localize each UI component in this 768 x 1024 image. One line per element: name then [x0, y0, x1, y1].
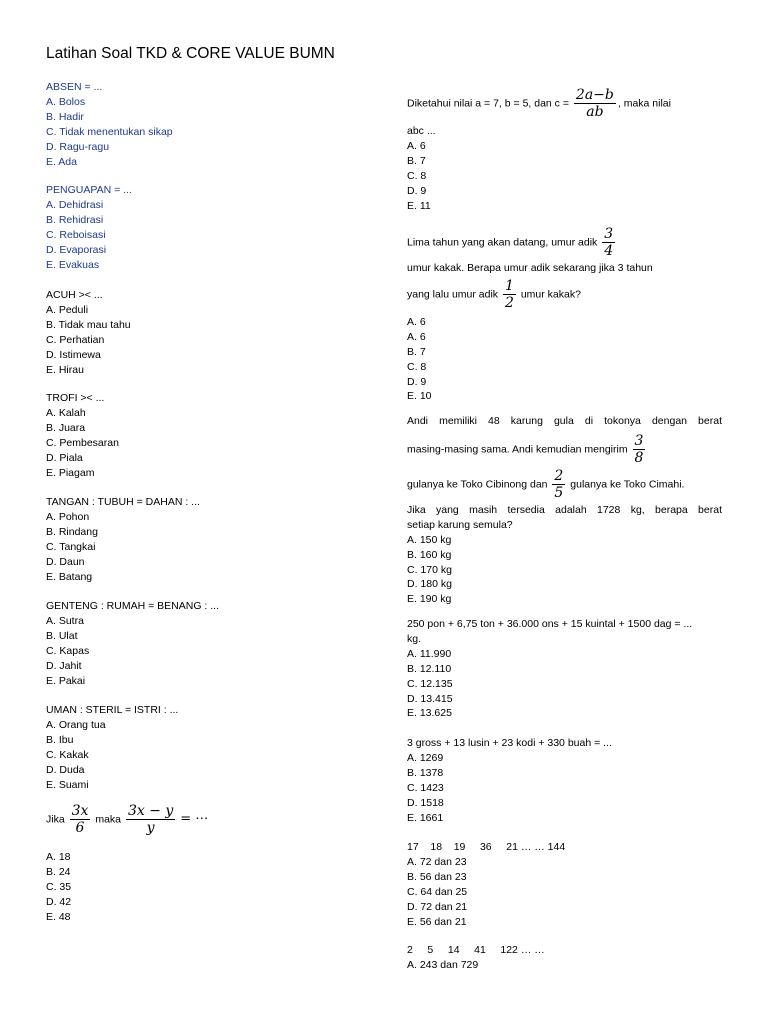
question-stem [46, 803, 208, 836]
option-a: A. Kalah [46, 406, 86, 419]
stem-line-2 [407, 433, 722, 466]
fraction-numerator: 3 [634, 432, 644, 449]
option-e: E. 190 kg [407, 593, 452, 606]
fraction-numerator: 2 [554, 467, 564, 484]
option-d: D. 72 dan 21 [407, 900, 468, 913]
option-c: C. Tangkai [46, 540, 96, 553]
question-stem [407, 87, 722, 120]
question-stem: 17 18 19 36 21 … … 144 [407, 841, 566, 853]
option-b: B. 160 kg [407, 548, 452, 561]
option-e: E. Pakai [46, 674, 86, 687]
option-e: E. 13.625 [407, 707, 452, 720]
fraction-numerator: 3x − y [127, 803, 174, 819]
option-c: C. Reboisasi [46, 228, 106, 241]
stem-line-1: Andi memiliki 48 karung gula di tokonya dengan berat [407, 415, 722, 427]
option-a-duplicate: A. 6 [407, 330, 426, 343]
option-b: B. Hadir [46, 110, 84, 123]
option-d: D. 180 kg [407, 578, 452, 591]
fraction-2-over-5 [552, 468, 565, 501]
question-stem: TROFI >< ... [46, 392, 105, 404]
option-e: E. 11 [407, 199, 431, 212]
option-c: C. Pembesaran [46, 436, 119, 449]
option-b: B. Ulat [46, 629, 78, 642]
question-tangan [46, 495, 200, 584]
question-uman [46, 703, 178, 792]
option-c: C. 8 [407, 360, 427, 373]
question-absen [46, 80, 173, 169]
option-e: E. Suami [46, 778, 89, 791]
question-stem: 3 gross + 13 lusin + 23 kodi + 330 buah = ... [407, 737, 612, 749]
option-e: E. 1661 [407, 811, 444, 824]
page-title: Latihan Soal TKD & CORE VALUE BUMN [46, 45, 335, 62]
option-e: E. Batang [46, 570, 93, 583]
option-a: A. 6 [407, 315, 426, 328]
option-d: D. Ragu-ragu [46, 140, 110, 153]
fraction-numerator: 2a−b [575, 87, 614, 103]
question-stem: PENGUAPAN = ... [46, 184, 132, 196]
option-a: A. 1269 [407, 751, 444, 764]
question-satuan-berat [407, 617, 722, 721]
stem-text-after: , maka nilai [617, 97, 671, 110]
fraction-denominator: y [146, 820, 155, 836]
fraction-denominator: 5 [554, 484, 564, 501]
option-e: E. 56 dan 21 [407, 915, 467, 928]
stem-suffix: = ⋯ [180, 811, 209, 827]
option-b: B. 24 [46, 865, 71, 878]
option-a: A. Dehidrasi [46, 198, 104, 211]
option-d: D. Daun [46, 555, 85, 568]
option-e: E. Piagam [46, 466, 95, 479]
question-acuh [46, 288, 131, 377]
option-c: C. 35 [46, 880, 72, 893]
option-d: D. Istimewa [46, 348, 101, 361]
stem-text: yang lalu umur adik [407, 288, 499, 301]
option-a: A. 150 kg [407, 533, 452, 546]
option-b: B. Ibu [46, 733, 74, 746]
fraction-numerator: 1 [504, 277, 514, 294]
stem-text: masing-masing sama. Andi kemudian mengirim [407, 443, 628, 456]
option-b: B. 7 [407, 345, 426, 358]
stem-prefix: Jika [46, 813, 65, 826]
option-c: C. 1423 [407, 781, 444, 794]
question-stem: 2 5 14 41 122 … … [407, 944, 545, 956]
option-a: A. 6 [407, 139, 426, 152]
question-karung-gula [407, 414, 722, 607]
fraction-denominator: 8 [634, 449, 644, 466]
question-abc [407, 87, 722, 213]
option-c: C. Kapas [46, 644, 90, 657]
option-a: A. Bolos [46, 95, 86, 108]
option-a: A. 243 dan 729 [407, 958, 479, 971]
option-c: C. 64 dan 25 [407, 885, 468, 898]
option-b: B. 12.110 [407, 662, 452, 675]
option-a: A. 72 dan 23 [407, 855, 467, 868]
stem-text: umur kakak? [520, 288, 581, 301]
option-b: B. Tidak mau tahu [46, 318, 131, 331]
question-deret-2 [407, 943, 722, 973]
stem-text: gulanya ke Toko Cimahi. [570, 478, 685, 491]
option-e: E. Evakuas [46, 258, 100, 271]
option-d: D. Evaporasi [46, 243, 107, 256]
question-stem: GENTENG : RUMAH = BENANG : ... [46, 600, 219, 612]
question-genteng [46, 599, 219, 688]
option-c: C. Tidak menentukan sikap [46, 125, 173, 138]
option-e: E. 48 [46, 910, 71, 923]
option-e: E. 10 [407, 390, 432, 403]
option-d: D. 9 [407, 375, 427, 388]
option-d: D. 42 [46, 895, 72, 908]
option-b: B. Rehidrasi [46, 213, 104, 226]
fraction-denominator: ab [586, 104, 604, 120]
stem-line-3 [407, 468, 722, 501]
option-a: A. Pohon [46, 510, 90, 523]
question-stem: TANGAN : TUBUH = DAHAN : ... [46, 496, 200, 508]
fraction-denominator: 2 [504, 294, 514, 311]
question-stem: ABSEN = ... [46, 81, 103, 93]
stem-line-2: umur kakak. Berapa umur adik sekarang jika 3 tahun [407, 262, 653, 274]
fraction-3x-over-6 [70, 803, 91, 836]
stem-line-5: setiap karung semula? [407, 518, 513, 531]
fraction-3-over-8 [633, 433, 646, 466]
stem-line-2: abc ... [407, 125, 436, 137]
option-c: C. Perhatian [46, 333, 105, 346]
option-a: A. Sutra [46, 614, 84, 627]
option-d: D. Duda [46, 763, 85, 776]
fraction-numerator: 3x [71, 803, 89, 819]
option-c: C. 12.135 [407, 677, 453, 690]
option-b: B. 56 dan 23 [407, 870, 467, 883]
stem-line-1 [407, 226, 722, 259]
option-b: B. 1378 [407, 766, 444, 779]
option-d: D. Piala [46, 451, 83, 464]
option-e: E. Hirau [46, 363, 84, 376]
option-a: A. Orang tua [46, 718, 106, 731]
question-stem: UMAN : STERIL = ISTRI : ... [46, 704, 179, 716]
fraction-denominator: 4 [604, 243, 614, 259]
fraction-denominator: 6 [75, 820, 85, 836]
stem-line-4: Jika yang masih tersedia adalah 1728 kg, berapa berat [407, 503, 722, 516]
stem-text-before: Diketahui nilai a = 7, b = 5, dan c = [407, 97, 569, 110]
stem-text: gulanya ke Toko Cibinong dan [407, 478, 548, 491]
option-c: C. Kakak [46, 748, 89, 761]
question-stem: ACUH >< ... [46, 289, 103, 301]
option-c: C. 170 kg [407, 563, 452, 576]
fraction-3-over-4 [602, 226, 615, 259]
fraction-3x-minus-y-over-y [126, 803, 175, 836]
stem-middle: maka [95, 813, 122, 826]
option-d: D. 1518 [407, 796, 444, 809]
stem-text: Lima tahun yang akan datang, umur adik [407, 236, 598, 249]
option-b: B. 7 [407, 154, 426, 167]
fraction-numerator: 3 [604, 226, 614, 242]
question-trofi [46, 391, 119, 480]
option-b: B. Juara [46, 421, 86, 434]
option-d: D. 9 [407, 184, 427, 197]
stem-line-1: 250 pon + 6,75 ton + 36.000 ons + 15 kuintal + 1500 dag = ... [407, 618, 693, 630]
question-deret-1 [407, 840, 722, 929]
question-satuan-jumlah [407, 736, 722, 825]
option-e: E. Ada [46, 155, 77, 168]
option-b: B. Rindang [46, 525, 98, 538]
option-c: C. 8 [407, 169, 427, 182]
question-penguapan [46, 183, 132, 272]
option-a: A. 18 [46, 851, 71, 863]
stem-line-3 [407, 278, 722, 311]
option-a: A. Peduli [46, 303, 89, 316]
fraction-2a-minus-b-over-ab [574, 87, 616, 120]
question-fraction-jika [46, 803, 208, 925]
fraction-1-over-2 [503, 278, 516, 311]
question-umur-adik [407, 226, 722, 404]
stem-line-2: kg. [407, 632, 422, 645]
option-a: A. 11.990 [407, 647, 452, 660]
option-d: D. 13.415 [407, 692, 453, 705]
option-d: D. Jahit [46, 659, 82, 672]
